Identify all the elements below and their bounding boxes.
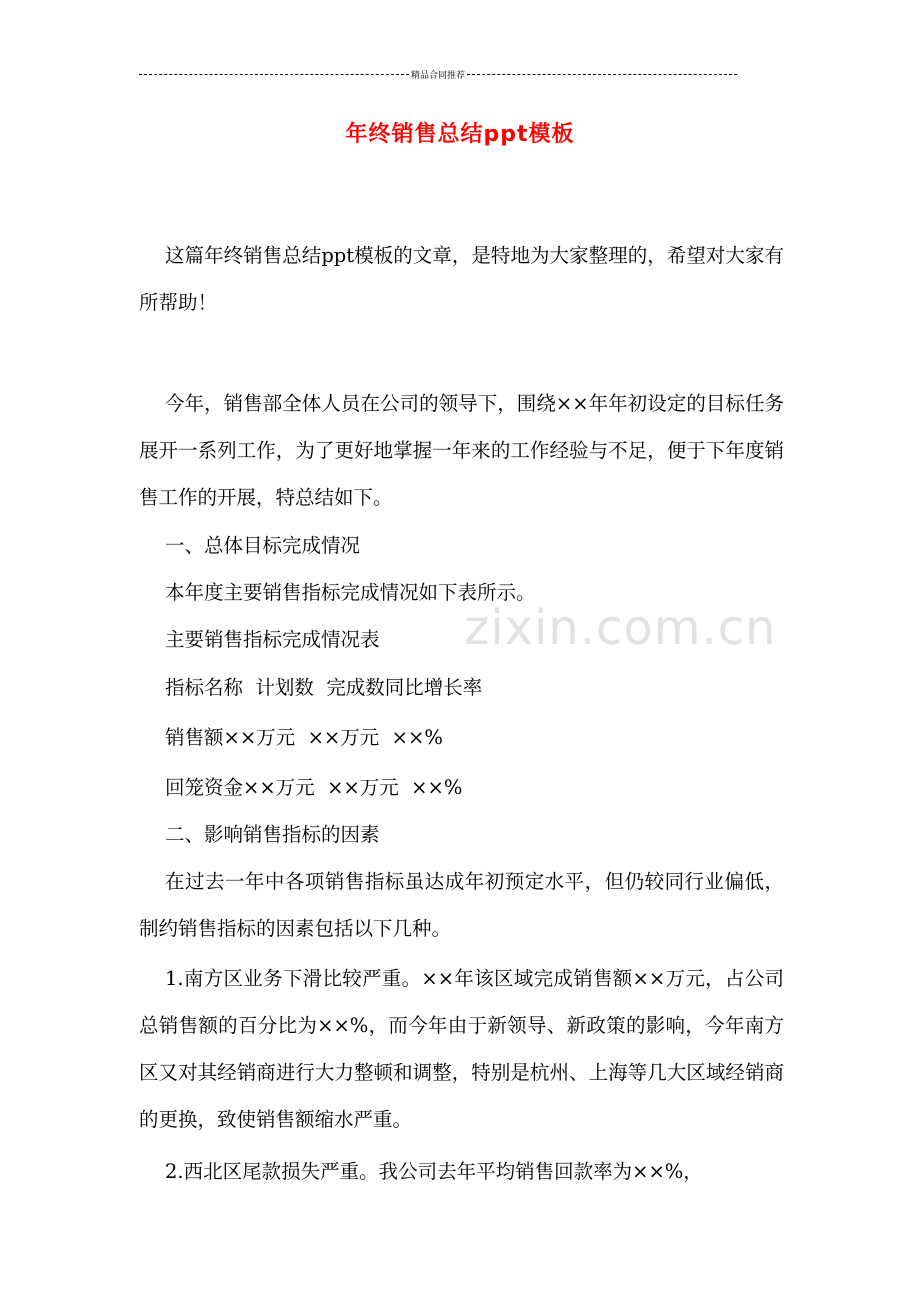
table-title: 主要销售指标完成情况表	[165, 628, 380, 651]
header-dash-right	[467, 74, 737, 75]
paragraph-item-2: 2.西北区尾款损失严重。我公司去年平均销售回款率为××%，	[165, 1160, 703, 1183]
intro-paragraph: 这篇年终销售总结ppt模板的文章，是特地为大家整理的，希望对大家有所帮助！	[139, 244, 784, 314]
table-row-collection: 回笼资金××万元 ××万元 ××%	[165, 776, 463, 799]
paragraph-opening: 今年，销售部全体人员在公司的领导下，围绕××年年初设定的目标任务展开一系列工作，为了更好地掌握一年来的工作经验与不足，便于下年度销售工作的开展，特总结如下。	[139, 392, 784, 509]
paragraph-item-1: 1.南方区业务下滑比较严重。××年该区域完成销售额××万元，占公司总销售额的百分比为××%，而今年由于新领导、新政策的影响，今年南方区又对其经销商进行大力整顿和调整，特别是杭州、上海等几大区域经销商的更换，致使销售额缩水严重。	[139, 967, 784, 1131]
page-title: 年终销售总结ppt模板	[345, 122, 575, 147]
text-line: 本年度主要销售指标完成情况如下表所示。	[165, 581, 536, 604]
section-heading-1: 一、总体目标完成情况	[165, 534, 361, 557]
watermark: zixin.com.cn	[464, 600, 777, 656]
table-row-sales: 销售额××万元 ××万元 ××%	[165, 726, 443, 749]
paragraph-factors: 在过去一年中各项销售指标虽达成年初预定水平，但仍较同行业偏低，制约销售指标的因素包括以下几种。	[139, 870, 784, 940]
header-dash-left	[139, 74, 409, 75]
table-header-row: 指标名称 计划数 完成数同比增长率	[165, 676, 483, 699]
header-label: 精品合同推荐	[411, 70, 466, 81]
section-heading-2: 二、影响销售指标的因素	[165, 823, 380, 846]
header-rule	[139, 67, 737, 81]
